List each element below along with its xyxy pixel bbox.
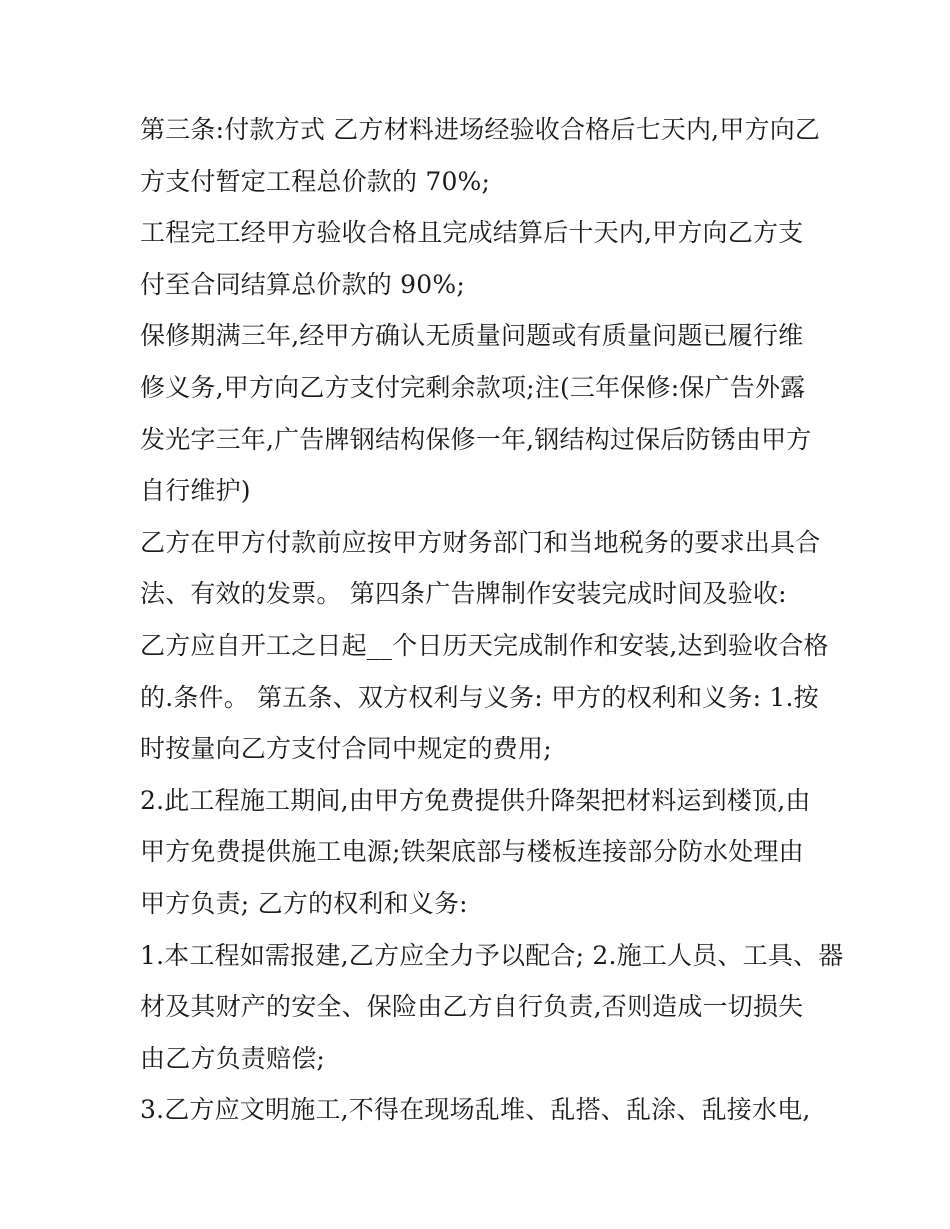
text-line: 材及其财产的安全、保险由乙方自行负责,否则造成一切损失 [140,992,804,1022]
text-line: 由乙方负责赔偿; [140,1043,326,1073]
text-line: 甲方免费提供施工电源;铁架底部与楼板连接部分防水处理由 [140,837,804,867]
text-line: 1.本工程如需报建,乙方应全力予以配合; 2.施工人员、工具、器 [140,940,844,970]
text-line: 乙方在甲方付款前应按甲方财务部门和当地税务的要求出具合 [140,527,821,557]
text-line: 付至合同结算总价款的 90%; [140,269,465,299]
document-body [140,104,844,1136]
text-line: 甲方负责; 乙方的权利和义务: [140,888,468,918]
text-line: 第三条:付款方式 乙方材料进场经验收合格后七天内,甲方向乙 [140,115,821,144]
text-line: 工程完工经甲方验收合格且完成结算后十天内,甲方向乙方支 [140,218,804,248]
text-line: 2.此工程施工期间,由甲方免费提供升降架把材料运到楼顶,由 [140,785,811,815]
text-line: 保修期满三年,经甲方确认无质量问题或有质量问题已履行维 [140,321,804,351]
text-line: 法、有效的发票。 第四条广告牌制作安装完成时间及验收: [140,579,787,609]
text-line: 的.条件。 第五条、双方权利与义务: 甲方的权利和义务: 1.按 [140,682,819,712]
text-line: 3.乙方应文明施工,不得在现场乱堆、乱搭、乱涂、乱接水电, [140,1095,811,1125]
text-line: 乙方应自开工之日起__个日历天完成制作和安装,达到验收合格 [140,630,829,660]
text-line: 发光字三年,广告牌钢结构保修一年,钢结构过保后防锈由甲方 [140,424,812,454]
text-line: 时按量向乙方支付合同中规定的费用; [140,734,552,764]
text-line: 修义务,甲方向乙方支付完剩余款项;注(三年保修:保广告外露 [140,372,806,402]
text-line: 方支付暂定工程总价款的 70%; [140,166,491,196]
text-line: 自行维护) [140,476,251,506]
